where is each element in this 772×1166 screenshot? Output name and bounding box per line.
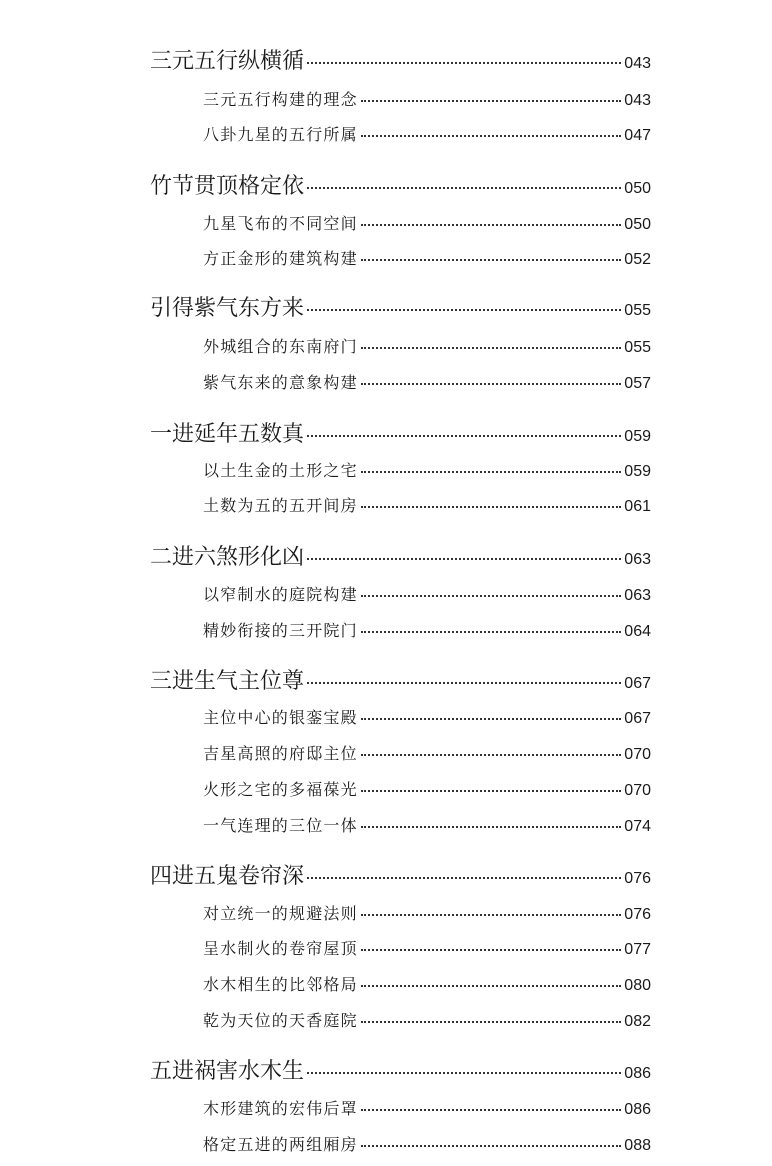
entry-title: 以窄制水的庭院构建 — [203, 585, 358, 604]
toc-section-entry[interactable] — [203, 1096, 651, 1119]
entry-title: 木形建筑的宏伟后罩 — [203, 1099, 358, 1118]
dot-leader — [307, 62, 621, 64]
toc-section-entry[interactable] — [203, 370, 651, 393]
entry-title: 一进延年五数真 — [150, 422, 305, 447]
dot-leader — [361, 790, 621, 792]
page-number: 067 — [624, 675, 651, 692]
dot-leader — [307, 558, 621, 560]
page-number: 057 — [624, 375, 651, 392]
dot-leader — [307, 187, 621, 189]
entry-title: 水木相生的比邻格局 — [203, 975, 358, 994]
dot-leader — [361, 1145, 621, 1147]
entry-title: 吉星高照的府邸主位 — [203, 744, 358, 763]
toc-section-entry[interactable] — [203, 1008, 651, 1031]
entry-title: 引得紫气东方来 — [150, 296, 305, 321]
page-number: 086 — [624, 1101, 651, 1118]
entry-title: 火形之宅的多福葆光 — [203, 780, 358, 799]
page-number: 082 — [624, 1013, 651, 1030]
dot-leader — [361, 914, 621, 916]
toc-chapter-entry[interactable] — [150, 44, 651, 75]
entry-title: 四进五鬼卷帘深 — [150, 864, 305, 889]
toc-section-entry[interactable] — [203, 741, 651, 764]
page-number: 043 — [624, 55, 651, 72]
toc-section-entry[interactable] — [203, 211, 651, 234]
entry-title: 二进六煞形化凶 — [150, 545, 305, 570]
dot-leader — [307, 682, 621, 684]
page-number: 077 — [624, 941, 651, 958]
page-number: 055 — [624, 302, 651, 319]
toc-section-entry[interactable] — [203, 582, 651, 605]
page-number: 088 — [624, 1137, 651, 1154]
page-number: 055 — [624, 339, 651, 356]
dot-leader — [307, 877, 621, 879]
page-number: 067 — [624, 710, 651, 727]
page-number: 074 — [624, 818, 651, 835]
entry-title: 精妙衔接的三开院门 — [203, 621, 358, 640]
page-number: 086 — [624, 1065, 651, 1082]
page-number: 059 — [624, 428, 651, 445]
toc-chapter-entry[interactable] — [150, 1054, 651, 1085]
toc-chapter-entry[interactable] — [150, 540, 651, 571]
page-number: 059 — [624, 463, 651, 480]
entry-title: 对立统一的规避法则 — [203, 904, 358, 923]
toc-chapter-entry[interactable] — [150, 169, 651, 200]
page-number: 070 — [624, 782, 651, 799]
entry-title: 五进祸害水木生 — [150, 1059, 305, 1084]
dot-leader — [361, 949, 621, 951]
page-number: 076 — [624, 906, 651, 923]
page-number: 047 — [624, 127, 651, 144]
dot-leader — [361, 259, 621, 261]
entry-title: 紫气东来的意象构建 — [203, 373, 358, 392]
page-number: 080 — [624, 977, 651, 994]
entry-title: 乾为天位的天香庭院 — [203, 1011, 358, 1030]
entry-title: 九星飞布的不同空间 — [203, 214, 358, 233]
entry-title: 方正金形的建筑构建 — [203, 249, 358, 268]
page-number: 070 — [624, 746, 651, 763]
page-number: 050 — [624, 180, 651, 197]
dot-leader — [361, 100, 621, 102]
toc-section-entry[interactable] — [203, 87, 651, 110]
entry-title: 一气连理的三位一体 — [203, 816, 358, 835]
dot-leader — [361, 347, 621, 349]
dot-leader — [361, 826, 621, 828]
dot-leader — [361, 471, 621, 473]
dot-leader — [361, 595, 621, 597]
page-number: 063 — [624, 551, 651, 568]
dot-leader — [307, 309, 621, 311]
toc-section-entry[interactable] — [203, 618, 651, 641]
page-number: 063 — [624, 587, 651, 604]
toc-section-entry[interactable] — [203, 705, 651, 728]
dot-leader — [361, 1109, 621, 1111]
page-number: 076 — [624, 870, 651, 887]
entry-title: 三元五行构建的理念 — [203, 90, 358, 109]
entry-title: 格定五进的两组厢房 — [203, 1135, 358, 1154]
entry-title: 三元五行纵横循 — [150, 49, 305, 74]
entry-title: 竹节贯顶格定依 — [150, 174, 305, 199]
dot-leader — [307, 435, 621, 437]
dot-leader — [361, 506, 621, 508]
toc-section-entry[interactable] — [203, 334, 651, 357]
toc-section-entry[interactable] — [203, 246, 651, 269]
dot-leader — [361, 1021, 621, 1023]
toc-section-entry[interactable] — [203, 901, 651, 924]
entry-title: 呈水制火的卷帘屋顶 — [203, 939, 358, 958]
toc-chapter-entry[interactable] — [150, 417, 651, 448]
dot-leader — [361, 718, 621, 720]
toc-section-entry[interactable] — [203, 777, 651, 800]
toc-section-entry[interactable] — [203, 493, 651, 516]
toc-section-entry[interactable] — [203, 458, 651, 481]
toc-section-entry[interactable] — [203, 936, 651, 959]
toc-chapter-entry[interactable] — [150, 291, 651, 322]
toc-section-entry[interactable] — [203, 972, 651, 995]
entry-title: 八卦九星的五行所属 — [203, 125, 358, 144]
dot-leader — [361, 985, 621, 987]
dot-leader — [361, 631, 621, 633]
toc-section-entry[interactable] — [203, 813, 651, 836]
page-number: 052 — [624, 251, 651, 268]
dot-leader — [361, 754, 621, 756]
dot-leader — [307, 1072, 621, 1074]
toc-section-entry[interactable] — [203, 122, 651, 145]
entry-title: 主位中心的银銮宝殿 — [203, 708, 358, 727]
entry-title: 土数为五的五开间房 — [203, 496, 358, 515]
page-number: 061 — [624, 498, 651, 515]
page-number: 043 — [624, 92, 651, 109]
entry-title: 以土生金的土形之宅 — [203, 461, 358, 480]
dot-leader — [361, 383, 621, 385]
toc-section-entry[interactable] — [203, 1132, 651, 1155]
toc-chapter-entry[interactable] — [150, 664, 651, 695]
dot-leader — [361, 135, 621, 137]
page-number: 050 — [624, 216, 651, 233]
dot-leader — [361, 224, 621, 226]
toc-chapter-entry[interactable] — [150, 859, 651, 890]
entry-title: 三进生气主位尊 — [150, 669, 305, 694]
entry-title: 外城组合的东南府门 — [203, 337, 358, 356]
page-number: 064 — [624, 623, 651, 640]
